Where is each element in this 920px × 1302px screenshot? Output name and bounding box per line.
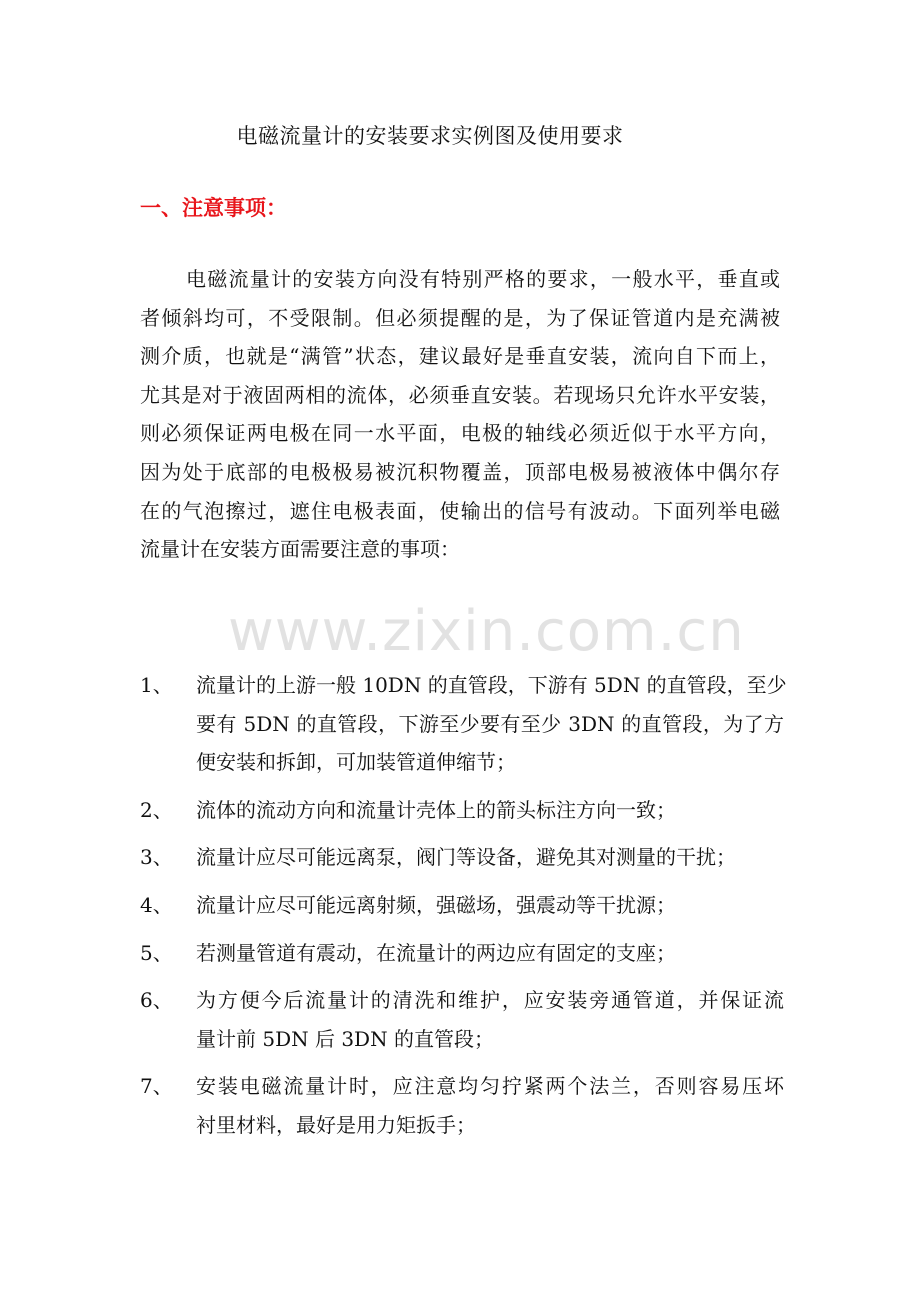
list-item-number: 5、 — [140, 940, 173, 965]
list-item-text — [196, 791, 784, 830]
list-item-number: 7、 — [140, 1074, 173, 1099]
list-item-line: 流体的流动方向和流量计壳体上的箭头标注方向一致； — [196, 797, 676, 822]
list-item-line: 流量计应尽可能远离射频，强磁场，强震动等干扰源； — [196, 892, 676, 917]
list-item — [140, 1067, 790, 1144]
list-item-line: 便安装和拆卸，可加装管道伸缩节； — [196, 750, 516, 775]
list-item-number: 3、 — [140, 845, 173, 870]
list-item-text — [196, 838, 784, 877]
watermark: www.zixin.com.cn — [228, 599, 745, 664]
paragraph-line: 则必须保证两电极在同一水平面，电极的轴线必须近似于水平方向， — [140, 421, 780, 446]
paragraph-line: 者倾斜均可，不受限制。但必须提醒的是，为了保证管道内是充满被 — [140, 305, 780, 330]
document-title: 电磁流量计的安装要求实例图及使用要求 — [236, 124, 624, 148]
paragraph-line: 流量计在安装方面需要注意的事项： — [140, 537, 460, 562]
list-item-text — [196, 934, 784, 973]
numbered-list — [140, 666, 790, 1145]
paragraph-line: 因为处于底部的电极极易被沉积物覆盖，顶部电极易被液体中偶尔存 — [140, 459, 780, 484]
list-item-line: 流量计应尽可能远离泵，阀门等设备，避免其对测量的干扰； — [196, 845, 736, 870]
list-item-number: 2、 — [140, 797, 173, 822]
list-item-line: 若测量管道有震动，在流量计的两边应有固定的支座； — [196, 940, 676, 965]
list-item — [140, 934, 790, 973]
intro-paragraph — [140, 260, 780, 569]
list-item — [140, 666, 790, 782]
list-item-number: 6、 — [140, 988, 173, 1013]
list-item — [140, 838, 790, 877]
paragraph-line: 测介质，也就是“满管”状态，建议最好是垂直安装，流向自下而上， — [140, 344, 780, 369]
list-item-text — [196, 981, 784, 1058]
list-item — [140, 886, 790, 925]
list-item-number: 4、 — [140, 892, 173, 917]
paragraph-line: 在的气泡擦过，遮住电极表面，使输出的信号有波动。下面列举电磁 — [140, 498, 780, 523]
list-item-line: 为方便今后流量计的清洗和维护，应安装旁通管道，并保证流 — [196, 988, 784, 1013]
list-item-line: 衬里材料，最好是用力矩扳手； — [196, 1112, 476, 1137]
list-item-text — [196, 1067, 784, 1144]
list-item-line: 安装电磁流量计时，应注意均匀拧紧两个法兰，否则容易压坏 — [196, 1074, 784, 1099]
list-item-number: 1、 — [140, 673, 173, 697]
list-item-line: 要有 5DN 的直管段，下游至少要有至少 3DN 的直管段，为了方 — [196, 711, 784, 736]
list-item — [140, 791, 790, 830]
section-heading: 一、注意事项： — [140, 195, 287, 220]
list-item-line: 量计前 5DN 后 3DN 的直管段； — [196, 1026, 494, 1051]
paragraph-line: 尤其是对于液固两相的流体，必须垂直安装。若现场只允许水平安装， — [140, 382, 780, 407]
list-item — [140, 981, 790, 1058]
list-item-line: 流量计的上游一般 10DN 的直管段，下游有 5DN 的直管段，至少 — [196, 673, 787, 697]
list-item-text — [196, 886, 784, 925]
paragraph-line: 电磁流量计的安装方向没有特别严格的要求，一般水平，垂直或 — [186, 267, 780, 291]
list-item-text — [196, 666, 787, 782]
